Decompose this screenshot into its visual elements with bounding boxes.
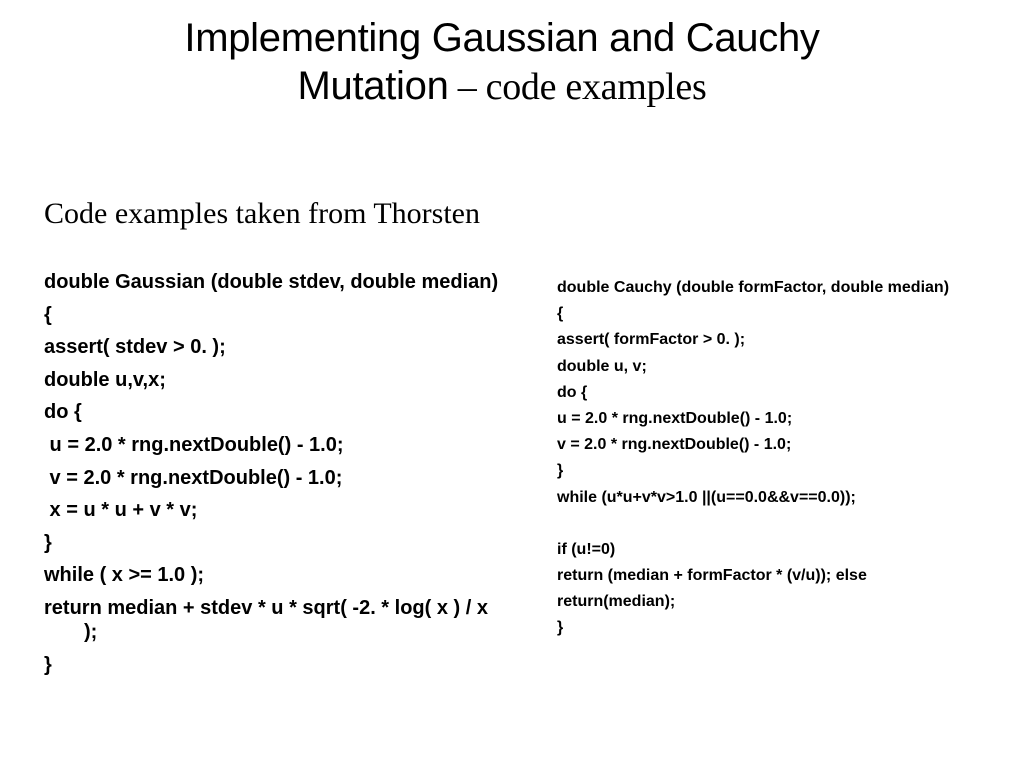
code-line: v = 2.0 * rng.nextDouble() - 1.0;: [557, 436, 792, 454]
code-line-blank: [557, 514, 997, 534]
slide-subtitle: Code examples taken from Thorsten: [44, 197, 480, 230]
code-line: double Cauchy (double formFactor, double median): [557, 279, 950, 296]
code-line: return (median + formFactor * (v/u)); else: [557, 567, 867, 585]
slide-title-suffix: – code examples: [448, 66, 707, 108]
gaussian-code-block: [44, 270, 504, 685]
code-line: u = 2.0 * rng.nextDouble() - 1.0;: [557, 409, 793, 427]
code-line: }: [557, 619, 564, 637]
cauchy-code-block: [557, 278, 997, 645]
code-line: }: [44, 653, 52, 676]
code-line: double u,v,x;: [44, 368, 166, 391]
slide-title-line2: [0, 62, 1004, 111]
code-line: assert( stdev > 0. );: [44, 336, 226, 359]
code-line: }: [44, 531, 52, 554]
code-line: if (u!=0): [557, 540, 616, 558]
slide-title-line1: Implementing Gaussian and Cauchy: [184, 16, 820, 60]
code-line: assert( formFactor > 0. );: [557, 331, 746, 349]
code-line: x = u * u + v * v;: [44, 499, 198, 522]
slide-title-mutation: Mutation: [297, 64, 449, 108]
code-line: u = 2.0 * rng.nextDouble() - 1.0;: [44, 433, 344, 456]
code-line: v = 2.0 * rng.nextDouble() - 1.0;: [44, 466, 343, 489]
code-line: while ( x >= 1.0 );: [44, 564, 205, 587]
code-line: while (u*u+v*v>1.0 ||(u==0.0&&v==0.0));: [557, 488, 856, 506]
code-line: double u, v;: [557, 357, 647, 375]
code-line: do {: [44, 401, 82, 424]
code-line: double Gaussian (double stdev, double median): [44, 271, 499, 293]
code-line: do {: [557, 383, 588, 401]
code-line: {: [44, 303, 52, 326]
code-line: return(median);: [557, 593, 676, 611]
slide-title: [0, 14, 1004, 111]
code-line: {: [557, 305, 564, 323]
code-line: }: [557, 462, 564, 480]
code-line: return median + stdev * u * sqrt( -2. * log( x ) / x );: [44, 596, 494, 643]
